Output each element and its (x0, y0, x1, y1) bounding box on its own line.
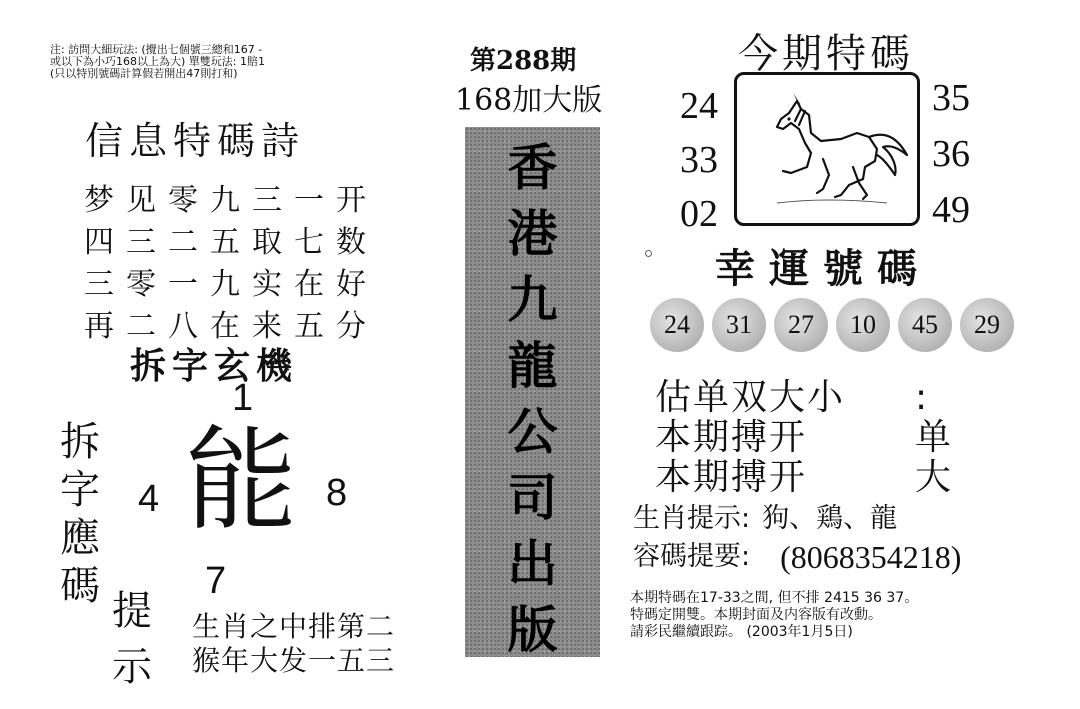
edition-label: 168加大版 (455, 83, 603, 118)
banner-char: 香 (507, 138, 558, 197)
poem-char: 四 (84, 225, 114, 260)
banner-char: 港 (507, 204, 558, 263)
lucky-number-ball: 24 (650, 298, 704, 352)
guess-colon: : (915, 377, 928, 418)
poem-row (80, 301, 370, 343)
xuanji-title: 拆字玄機 (130, 346, 299, 387)
poem-char: 三 (126, 225, 156, 260)
guess-label: 本期搏开 (655, 457, 808, 498)
hint-lines (192, 610, 395, 678)
publisher-banner (465, 127, 600, 657)
code-hint-row (633, 538, 961, 576)
zodiac-hint-value: 狗、鶏、龍 (762, 503, 898, 534)
guess-value: 单 (915, 417, 952, 458)
issue-number: 第288期 (470, 46, 577, 76)
puzzle-number-left: 4 (138, 478, 160, 520)
special-number-left: 02 (680, 193, 718, 235)
lucky-number-ball: 31 (712, 298, 766, 352)
poem-row (80, 175, 370, 217)
footnote (630, 590, 918, 641)
puzzle-number-right: 8 (326, 472, 348, 514)
rules-note-line: 或以下為小巧168以上為大) 單雙玩法: 1賠1 (50, 55, 265, 68)
split-word-char: 應 (60, 515, 100, 561)
special-number-left: 33 (680, 139, 718, 181)
zodiac-hint-label: 生肖提示: (633, 503, 751, 534)
lucky-number-balls (650, 298, 1020, 352)
puzzle-number-bottom: 7 (205, 560, 227, 602)
footnote-line: 本期特碼在17-33之間, 但不排 2415 36 37。 (630, 590, 919, 606)
guess-value: 大 (915, 457, 952, 498)
banner-char: 龍 (507, 336, 558, 395)
special-number-right: 36 (932, 133, 970, 175)
poem-char: 八 (168, 309, 198, 344)
poem-char: 在 (210, 309, 240, 344)
poem-char: 三 (252, 183, 282, 218)
guess-label: 本期搏开 (655, 417, 808, 458)
split-word-char: 碼 (60, 563, 100, 609)
poem-char: 二 (126, 309, 156, 344)
split-word-label (60, 418, 110, 610)
rules-note (50, 44, 380, 80)
poem-char: 开 (336, 183, 366, 218)
poem-char: 一 (168, 267, 198, 302)
poem-row (80, 217, 370, 259)
poem-char: 见 (126, 183, 156, 218)
speck-mark (645, 250, 652, 257)
poem-char: 一 (294, 183, 324, 218)
poem-char: 零 (168, 183, 198, 218)
poem-title: 信息特碼詩 (85, 119, 306, 163)
footnote-line: 請彩民繼續跟踪。 (2003年1月5日) (630, 624, 853, 640)
poem-char: 再 (84, 309, 114, 344)
poem-char: 零 (126, 267, 156, 302)
poem-char: 梦 (84, 183, 114, 218)
horse-icon (737, 75, 917, 223)
banner-char: 出 (507, 534, 558, 593)
poem-char: 五 (210, 225, 240, 260)
odd-even-big-small-guess (655, 378, 951, 498)
poem-char: 数 (336, 225, 366, 260)
split-word-char: 拆 (60, 419, 100, 465)
footnote-line: 特碼定開雙。本期封面及内容版有改動。 (630, 607, 882, 623)
code-hint-value: (8068354218) (780, 539, 962, 575)
rules-note-line: 注: 訪問大細玩法: (攪出七個號三總和167 - (50, 43, 263, 56)
poem-char: 九 (210, 267, 240, 302)
poem-char: 五 (294, 309, 324, 344)
guess-title-row (655, 378, 951, 418)
guess-title: 估单双大小 (655, 377, 846, 418)
special-code-title: 今期特碼 (738, 31, 914, 77)
poem-char: 分 (336, 309, 366, 344)
poem-char: 实 (252, 267, 282, 302)
special-number-right: 35 (932, 77, 970, 119)
poem-char: 七 (294, 225, 324, 260)
lucky-numbers-title: 幸運號碼 (715, 246, 931, 292)
hint-label (112, 583, 162, 695)
hint-label-char: 示 (112, 644, 152, 690)
poem-row (80, 259, 370, 301)
publisher-banner-text (465, 135, 600, 663)
guess-row (655, 418, 951, 458)
poem-grid (80, 175, 370, 343)
poem-char: 取 (252, 225, 282, 260)
puzzle-character: 能 (185, 416, 297, 546)
banner-char: 公 (507, 402, 558, 461)
split-word-char: 字 (60, 467, 100, 513)
horse-image-frame (734, 72, 920, 226)
banner-char: 司 (507, 468, 558, 527)
special-number-right: 49 (932, 189, 970, 231)
guess-row (655, 458, 951, 498)
hint-label-char: 提 (112, 588, 152, 634)
banner-char: 九 (507, 270, 558, 329)
zodiac-hint-row (633, 500, 961, 538)
poem-char: 三 (84, 267, 114, 302)
poem-char: 在 (294, 267, 324, 302)
poem-char: 九 (210, 183, 240, 218)
lucky-number-ball: 29 (960, 298, 1014, 352)
poem-char: 好 (336, 267, 366, 302)
special-number-left: 24 (680, 85, 718, 127)
hint-line: 生肖之中排第二 (192, 610, 396, 643)
code-hint-label: 容碼提要: (633, 541, 751, 572)
hints-section (633, 500, 961, 576)
puzzle-number-top: 1 (232, 377, 254, 419)
lucky-number-ball: 10 (836, 298, 890, 352)
rules-note-line: (只以特別號碼計算假若開出47則打和) (50, 67, 238, 80)
hint-line: 猴年大发一五三 (192, 644, 396, 677)
poem-char: 二 (168, 225, 198, 260)
lucky-number-ball: 45 (898, 298, 952, 352)
banner-char: 版 (507, 600, 558, 659)
lucky-number-ball: 27 (774, 298, 828, 352)
poem-char: 来 (252, 309, 282, 344)
